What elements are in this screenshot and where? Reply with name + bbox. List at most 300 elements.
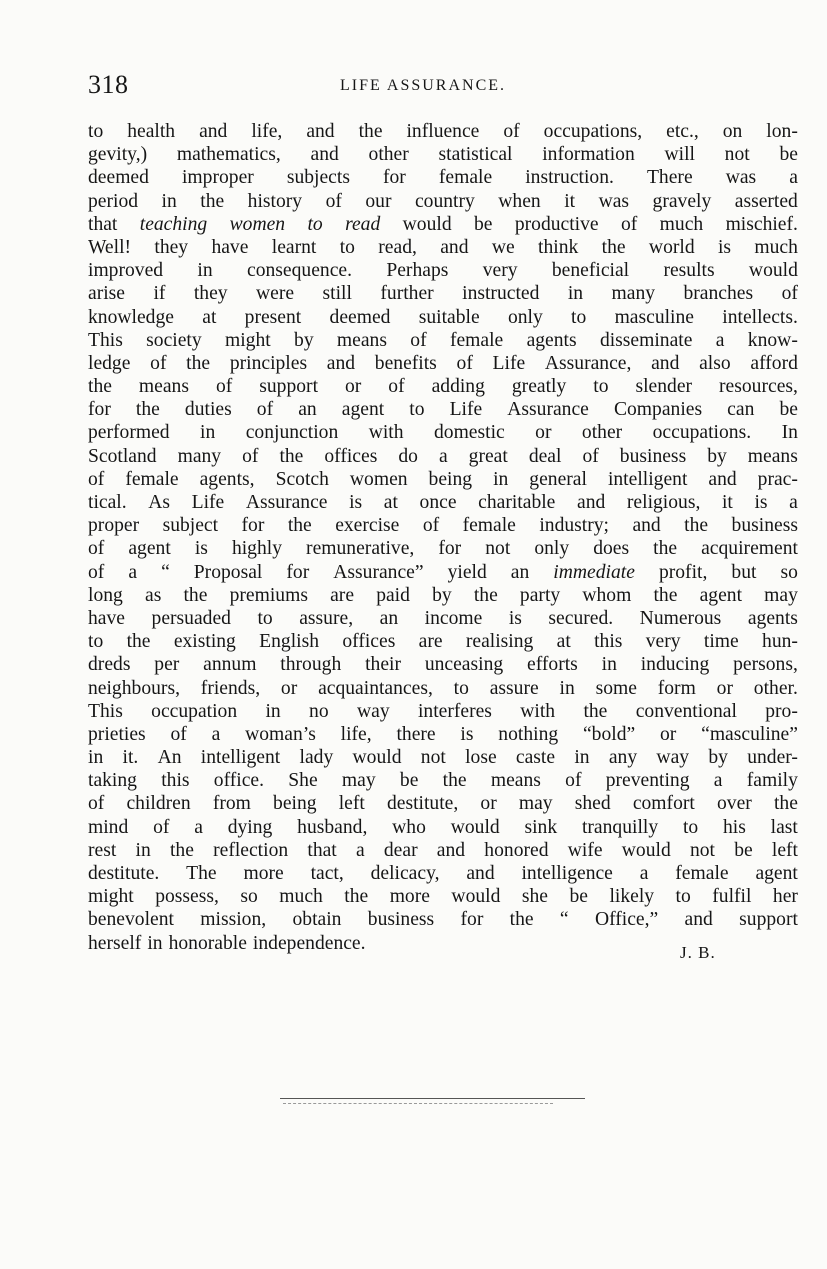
text-line	[88, 352, 798, 375]
word: or	[480, 793, 497, 815]
word: obtain	[292, 909, 342, 931]
word: life,	[340, 723, 372, 745]
word: a	[713, 770, 723, 792]
word: English	[259, 631, 320, 653]
word: the	[279, 445, 304, 467]
word: in	[493, 468, 509, 490]
word: in	[574, 747, 590, 769]
word: would	[450, 816, 500, 838]
word: under-	[747, 747, 798, 769]
word: by	[708, 747, 728, 769]
word: some	[595, 677, 637, 699]
word: of	[88, 538, 105, 560]
word: a	[789, 492, 798, 513]
word: not	[689, 839, 715, 861]
word: subjects	[286, 167, 350, 189]
word: for	[286, 561, 310, 583]
word: in	[567, 283, 584, 305]
word: the	[135, 399, 160, 421]
word: much	[754, 236, 798, 258]
text-line	[88, 190, 798, 213]
word: the	[583, 700, 608, 722]
word: may	[518, 793, 553, 815]
word: and	[577, 492, 606, 513]
word: our	[365, 190, 392, 212]
word: dreds	[88, 654, 131, 676]
word: in	[265, 700, 281, 722]
word: business	[619, 445, 687, 467]
word: way	[356, 700, 390, 722]
word: of	[410, 329, 427, 351]
word: of	[422, 515, 440, 537]
word: Proposal	[193, 561, 263, 583]
word: for	[438, 538, 462, 560]
word: instructed	[462, 283, 540, 305]
emphasis-word: immediate	[553, 561, 635, 583]
word: intelligent	[200, 747, 281, 769]
word: wife	[567, 839, 603, 861]
word: health	[127, 121, 176, 142]
text-line	[88, 537, 798, 560]
word: of	[88, 561, 105, 583]
word: when	[498, 190, 541, 212]
word: be	[734, 839, 753, 861]
word: Companies	[613, 399, 703, 421]
word: women	[349, 468, 408, 490]
word: for	[88, 399, 111, 421]
word: prieties	[88, 723, 146, 745]
article-body	[88, 120, 798, 955]
text-line	[88, 653, 798, 676]
word: her	[772, 886, 798, 908]
word: Scotch	[275, 468, 329, 490]
word: know-	[747, 329, 798, 351]
text-line	[88, 630, 798, 653]
word: any	[608, 747, 638, 769]
word: the	[88, 376, 112, 398]
word: offices	[324, 445, 378, 467]
word: does	[593, 538, 630, 560]
word: a	[128, 561, 138, 583]
word: and	[199, 121, 228, 142]
word: preventing	[605, 770, 690, 792]
word: rest	[88, 839, 117, 861]
word: suitable	[418, 306, 480, 328]
word: by	[294, 329, 314, 351]
word: who	[392, 816, 426, 838]
word: Office,”	[594, 909, 659, 931]
word: by	[432, 584, 452, 606]
word: of	[781, 283, 798, 305]
end-rule	[280, 1098, 585, 1099]
word: inducing	[640, 654, 710, 676]
text-line	[88, 398, 798, 421]
word: from	[212, 793, 251, 815]
word: taking	[88, 770, 137, 792]
word: and	[310, 144, 339, 166]
word: for	[241, 515, 265, 537]
word: improper	[181, 167, 254, 189]
word: and	[651, 352, 680, 374]
word: acquaintances,	[318, 677, 433, 699]
word: be	[569, 886, 588, 908]
word: or	[660, 723, 677, 745]
word: per	[154, 654, 180, 676]
word: on	[722, 121, 743, 142]
word: assure,	[299, 607, 354, 629]
word: being	[428, 468, 473, 490]
word: would	[352, 747, 402, 769]
word: to	[593, 376, 609, 398]
word: acquirement	[701, 538, 798, 560]
word: no	[309, 700, 329, 722]
word: tact,	[310, 863, 344, 884]
word: etc.,	[666, 121, 699, 142]
text-line	[88, 120, 798, 143]
word: female	[125, 468, 179, 490]
word: the	[601, 236, 626, 258]
word: society	[146, 329, 202, 351]
word: pro-	[765, 700, 798, 722]
word: be	[399, 770, 419, 792]
word: an	[379, 607, 399, 629]
word: influence	[406, 121, 480, 142]
word: life,	[251, 121, 283, 142]
text-line	[88, 885, 798, 908]
word: and	[466, 863, 495, 884]
word: and	[684, 909, 713, 931]
word: conventional	[635, 700, 737, 722]
running-head: LIFE ASSURANCE.	[340, 77, 507, 94]
word: occupations,	[543, 121, 643, 142]
word: occupations.	[652, 422, 752, 444]
word: the	[200, 190, 225, 212]
word: of	[88, 468, 105, 490]
word: destitute.	[88, 863, 160, 884]
word: mischief.	[725, 213, 798, 235]
word: herself	[88, 932, 142, 954]
word: deal	[528, 445, 562, 467]
word: yield	[447, 561, 487, 583]
word: in	[601, 654, 617, 676]
word: the	[186, 352, 211, 374]
word: income	[424, 607, 483, 629]
word: and	[632, 515, 661, 537]
word: in	[88, 747, 104, 769]
word: still	[322, 283, 352, 305]
word: This	[88, 329, 123, 351]
word: general	[529, 468, 587, 490]
word: so	[780, 561, 798, 583]
word: paid	[376, 584, 410, 606]
text-line	[88, 445, 798, 468]
word: is	[508, 607, 522, 629]
text-line	[88, 143, 798, 166]
word: and	[436, 839, 466, 861]
word: assure	[489, 677, 539, 699]
word: lose	[465, 747, 497, 769]
word: highly	[231, 538, 283, 560]
word: would	[748, 260, 798, 282]
word: An	[157, 747, 182, 769]
word: profit,	[658, 561, 708, 583]
word: last	[770, 816, 798, 838]
word: occupation	[151, 700, 238, 722]
word: the	[653, 538, 678, 560]
word: of	[325, 190, 342, 212]
word: further	[380, 283, 434, 305]
word: have	[211, 236, 249, 258]
word: she	[521, 886, 548, 908]
word: Assurance,	[544, 352, 632, 374]
word: to	[453, 677, 469, 699]
word: is	[717, 236, 732, 258]
word: subject	[162, 515, 219, 537]
word: The	[186, 863, 217, 884]
word: form	[657, 677, 696, 699]
word: history	[247, 190, 303, 212]
word: information	[542, 144, 635, 166]
word: means	[336, 329, 387, 351]
word: of	[215, 376, 233, 398]
word: exercise	[335, 515, 400, 537]
word: She	[288, 770, 318, 792]
word: female	[675, 863, 729, 884]
word: think	[538, 236, 579, 258]
word: Life	[449, 399, 483, 421]
word: may	[764, 584, 798, 606]
word: dear	[383, 839, 418, 861]
word: caste	[515, 747, 556, 769]
word: Well!	[88, 236, 132, 258]
word: in	[200, 422, 216, 444]
word: an	[298, 399, 317, 421]
word: statistical	[438, 144, 513, 166]
word: in	[161, 190, 177, 212]
word: great	[468, 445, 508, 467]
word: intelligence	[521, 863, 613, 884]
word: present	[244, 306, 302, 328]
word: efforts	[527, 654, 578, 676]
word: over	[716, 793, 752, 815]
text-line	[88, 862, 798, 885]
text-line	[88, 723, 798, 746]
word: only	[507, 306, 543, 328]
word: were	[256, 283, 295, 305]
word: was	[725, 167, 757, 189]
word: much	[279, 886, 323, 908]
word: the	[358, 121, 383, 142]
word: of	[620, 213, 638, 235]
word: agents	[747, 607, 798, 629]
word: many	[611, 283, 656, 305]
word: adding	[431, 376, 485, 398]
word: family	[746, 770, 798, 792]
word: Assurance”	[333, 561, 424, 583]
word: it	[564, 190, 576, 212]
text-line	[88, 468, 798, 491]
word: proper	[88, 515, 140, 537]
word: so	[240, 886, 258, 908]
word: of	[242, 445, 259, 467]
word: other	[368, 144, 409, 166]
word: secured.	[548, 607, 614, 629]
text-line	[88, 746, 798, 769]
word: an	[510, 561, 530, 583]
word: would	[402, 213, 452, 235]
word: world	[648, 236, 695, 258]
word: comfort	[632, 793, 695, 815]
word: his	[722, 816, 746, 838]
word: likely	[609, 886, 655, 908]
word: or	[716, 677, 733, 699]
word: or	[344, 376, 362, 398]
word: female	[449, 329, 504, 351]
word: party	[519, 584, 561, 606]
word: female	[462, 515, 516, 537]
word: friends,	[200, 677, 261, 699]
word: asserted	[734, 190, 798, 212]
word: “bold”	[582, 723, 636, 745]
word: of	[256, 399, 274, 421]
text-line	[88, 561, 798, 584]
word: and	[326, 352, 356, 374]
word: time	[703, 631, 739, 653]
word: in	[559, 677, 575, 699]
word: consequence.	[247, 260, 352, 282]
word: be	[473, 213, 493, 235]
word: lady	[299, 747, 334, 769]
word: business	[367, 909, 435, 931]
word: the	[773, 793, 798, 815]
word: annum	[203, 654, 257, 676]
word: and	[306, 121, 335, 142]
word: as	[145, 584, 162, 606]
text-line	[88, 213, 798, 236]
word: “	[559, 909, 569, 931]
word: the	[442, 770, 467, 792]
word: the	[473, 584, 498, 606]
word: whom	[582, 584, 632, 606]
word: Life	[492, 352, 526, 374]
word: of	[456, 352, 473, 374]
word: in	[147, 932, 163, 954]
word: mind	[88, 816, 129, 838]
word: country	[414, 190, 475, 212]
word: read,	[378, 236, 417, 258]
word: but	[731, 561, 757, 583]
word: duties	[184, 399, 232, 421]
word: improved	[88, 260, 164, 282]
word: of	[88, 793, 105, 815]
word: tical.	[88, 492, 127, 513]
word: only	[534, 538, 570, 560]
word: destitute,	[386, 793, 459, 815]
word: very	[482, 260, 518, 282]
word: left	[771, 839, 798, 861]
word: they	[193, 283, 228, 305]
word: slender	[635, 376, 693, 398]
word: realising	[465, 631, 534, 653]
word: mission,	[200, 909, 267, 931]
word: to	[675, 886, 691, 908]
word: lon-	[766, 121, 798, 142]
word: shed	[574, 793, 611, 815]
word: This	[88, 700, 123, 722]
word: to	[88, 121, 104, 142]
word: disseminate	[599, 329, 693, 351]
word: remunerative,	[306, 538, 415, 560]
word: a	[438, 445, 448, 467]
word: may	[341, 770, 376, 792]
emphasis-word: read	[345, 213, 381, 235]
word: have	[88, 607, 125, 629]
word: of	[153, 816, 170, 838]
word: a	[211, 723, 221, 745]
word: a	[789, 167, 798, 189]
word: can	[727, 399, 755, 421]
word: at	[556, 631, 571, 653]
emphasis-word: women	[229, 213, 286, 235]
word: principles	[229, 352, 308, 374]
word: more	[243, 863, 284, 884]
word: the	[344, 886, 369, 908]
word: do	[398, 445, 418, 467]
word: arise	[88, 283, 125, 305]
word: a	[355, 839, 365, 861]
word: husband,	[297, 816, 368, 838]
text-line	[88, 491, 798, 514]
word: the	[287, 515, 312, 537]
word: prac-	[757, 468, 798, 490]
word: other	[581, 422, 623, 444]
word: with	[520, 700, 556, 722]
emphasis-word: to	[307, 213, 323, 235]
word: a	[715, 329, 725, 351]
word: agent	[755, 863, 798, 884]
word: agent	[128, 538, 171, 560]
word: other.	[753, 677, 798, 699]
word: afford	[750, 352, 798, 374]
word: independence.	[252, 932, 366, 954]
word: support	[739, 909, 798, 931]
word: that	[88, 213, 118, 235]
text-line	[88, 282, 798, 305]
word: in	[197, 260, 213, 282]
word: resources,	[719, 376, 798, 398]
word: a	[639, 863, 649, 884]
word: children	[126, 793, 191, 815]
word: is	[460, 723, 474, 745]
word: nothing	[498, 723, 559, 745]
text-line	[88, 375, 798, 398]
word: period	[88, 190, 139, 212]
word: that	[307, 839, 337, 861]
word: is	[194, 538, 208, 560]
word: this	[161, 770, 190, 792]
word: means	[490, 770, 541, 792]
word: many	[177, 445, 222, 467]
word: conjunction	[245, 422, 339, 444]
text-line	[88, 700, 798, 723]
word: means	[747, 445, 798, 467]
word: way	[656, 747, 690, 769]
word: also	[699, 352, 731, 374]
word: this	[594, 631, 623, 653]
word: premiums	[229, 584, 308, 606]
word: intellects.	[722, 306, 798, 328]
word: greatly	[511, 376, 567, 398]
